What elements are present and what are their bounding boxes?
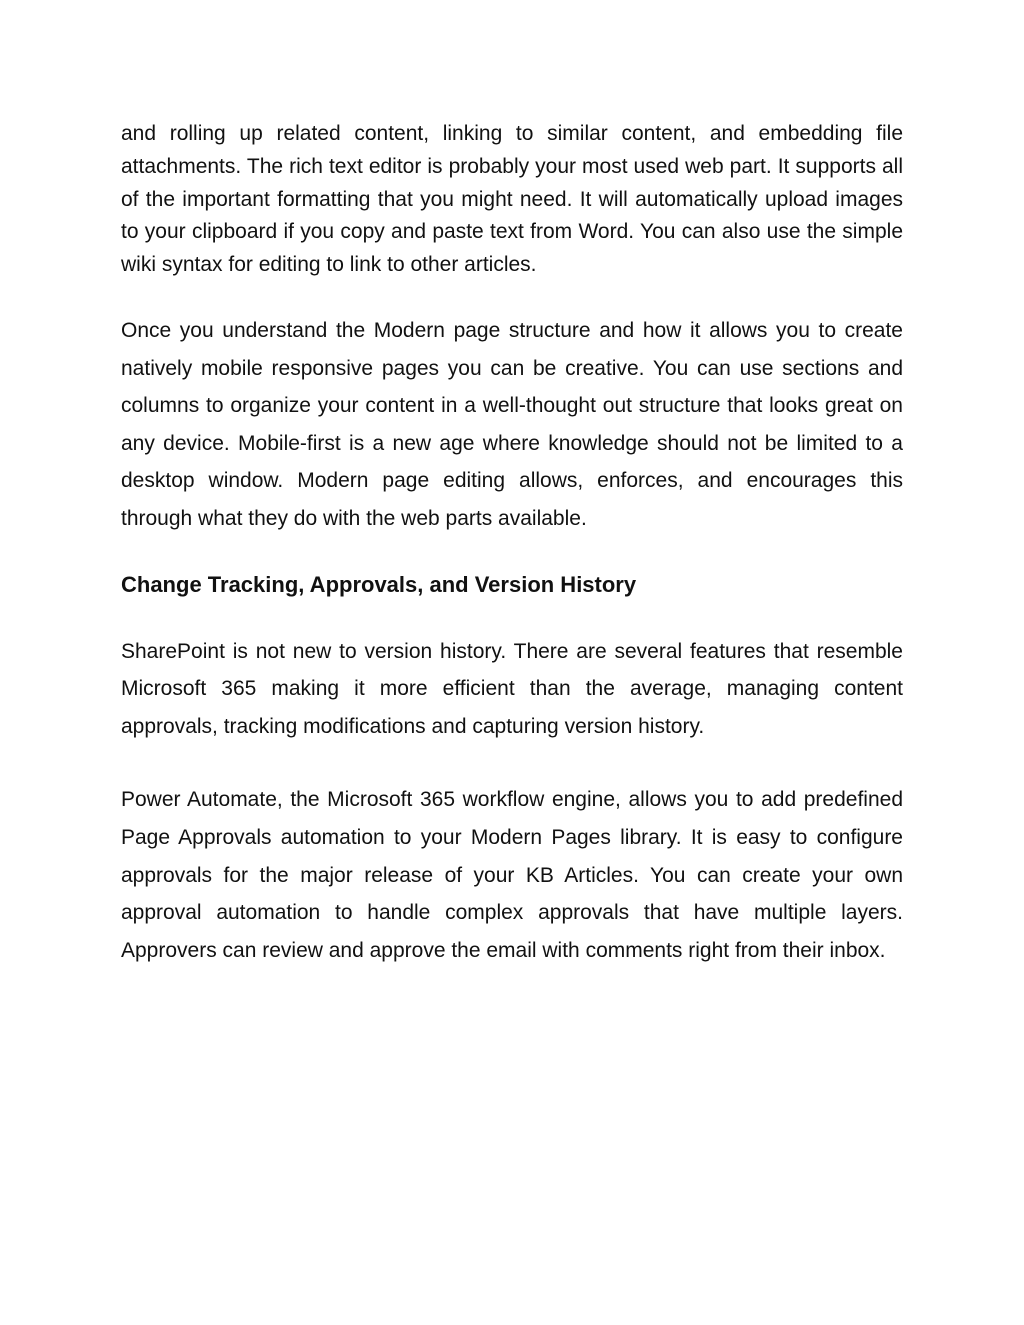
section-heading: Change Tracking, Approvals, and Version History <box>121 571 637 597</box>
document-page <box>121 118 903 969</box>
body-paragraph: SharePoint is not new to version history. There are several features that resemble Microsoft 365 making it more efficient than the average, managing content approvals, tracking modifications and capturing version history. <box>121 639 903 738</box>
body-paragraph: Power Automate, the Microsoft 365 workflow engine, allows you to add predefined Page Approvals automation to your Modern Pages library. It is easy to configure approvals for the major release of your KB Articles. You can create your own approval automation to handle complex approvals that have multiple layers. Approvers can review and approve the email with comments right from their inbox. <box>121 788 903 962</box>
body-paragraph: Once you understand the Modern page structure and how it allows you to create natively mobile responsive pages you can be creative. You can use sections and columns to organize your content in a well-thought out structure that looks great on any device. Mobile-first is a new age where knowledge should not be limited to a desktop window. Modern page editing allows, enforces, and encourages this through what they do with the web parts available. <box>121 318 903 530</box>
body-paragraph: and rolling up related content, linking to similar content, and embedding file attachments. The rich text editor is probably your most used web part. It supports all of the important formatting that you might need. It will automatically upload images to your clipboard if you copy and paste text from Word. You can also use the simple wiki syntax for editing to link to other articles. <box>121 122 903 277</box>
